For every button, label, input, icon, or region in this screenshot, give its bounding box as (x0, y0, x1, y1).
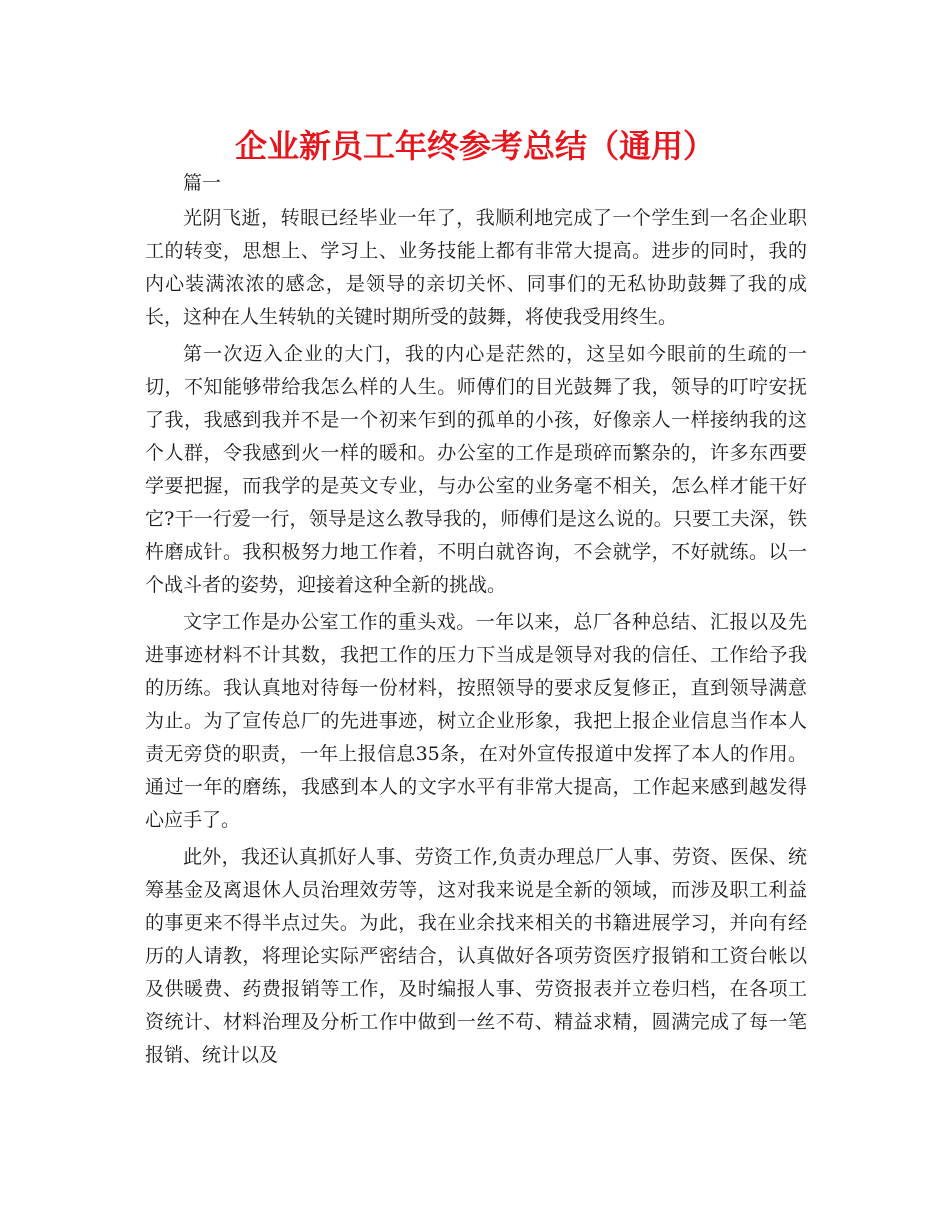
paragraph: 第一次迈入企业的大门，我的内心是茫然的，这呈如今眼前的生疏的一切，不知能够带给我怎么样的人生。师傅们的目光鼓舞了我，领导的叮咛安抚了我，我感到我并不是一个初来乍到的孤单的小孩，好像亲人一样接纳我的这个人群，令我感到火一样的暖和。办公室的工作是琐碎而繁杂的，许多东西要学要把握，而我学的是英文专业，与办公室的业务毫不相关，怎么样才能干好它?干一行爱一行，领导是这么教导我的，师傅们是这么说的。只要工夫深，铁杵磨成针。我积极努力地工作着，不明白就咨询，不会就学，不好就练。以一个战斗者的姿势，迎接着这种全新的挑战。 (145, 343, 807, 596)
paragraph: 文字工作是办公室工作的重头戏。一年以来，总厂各种总结、汇报以及先进事迹材料不计其数，我把工作的压力下当成是领导对我的信任、工作给予我的历练。我认真地对待每一份材料，按照领导的要求反复修正，直到领导满意为止。为了宣传总厂的先进事迹，树立企业形象，我把上报企业信息当作本人责无旁贷的职责，一年上报信息35条，在对外宣传报道中发挥了本人的作用。通过一年的磨练，我感到本人的文字水平有非常大提高，工作起来感到越发得心应手了。 (145, 611, 807, 831)
section-label: 篇一 (183, 172, 222, 194)
document-title: 企业新员工年终参考总结（通用） (234, 127, 715, 165)
document-body (145, 202, 807, 1076)
paragraph: 此外，我还认真抓好人事、劳资工作,负责办理总厂人事、劳资、医保、统筹基金及离退休人员治理效劳等，这对我来说是全新的领域，而涉及职工利益的事更来不得半点过失。为此，我在业余找来相关的书籍进展学习，并向有经历的人请教，将理论实际严密结合，认真做好各项劳资医疗报销和工资台帐以及供暖费、药费报销等工作，及时编报人事、劳资报表并立卷归档，在各项工资统计、材料治理及分析工作中做到一丝不苟、精益求精，圆满完成了每一笔报销、统计以及 (145, 846, 807, 1066)
paragraph: 光阴飞逝，转眼已经毕业一年了，我顺利地完成了一个学生到一名企业职工的转变，思想上、学习上、业务技能上都有非常大提高。进步的同时，我的内心装满浓浓的感念，是领导的亲切关怀、同事们的无私协助鼓舞了我的成长，这种在人生转轨的关键时期所受的鼓舞，将使我受用终生。 (145, 207, 807, 328)
